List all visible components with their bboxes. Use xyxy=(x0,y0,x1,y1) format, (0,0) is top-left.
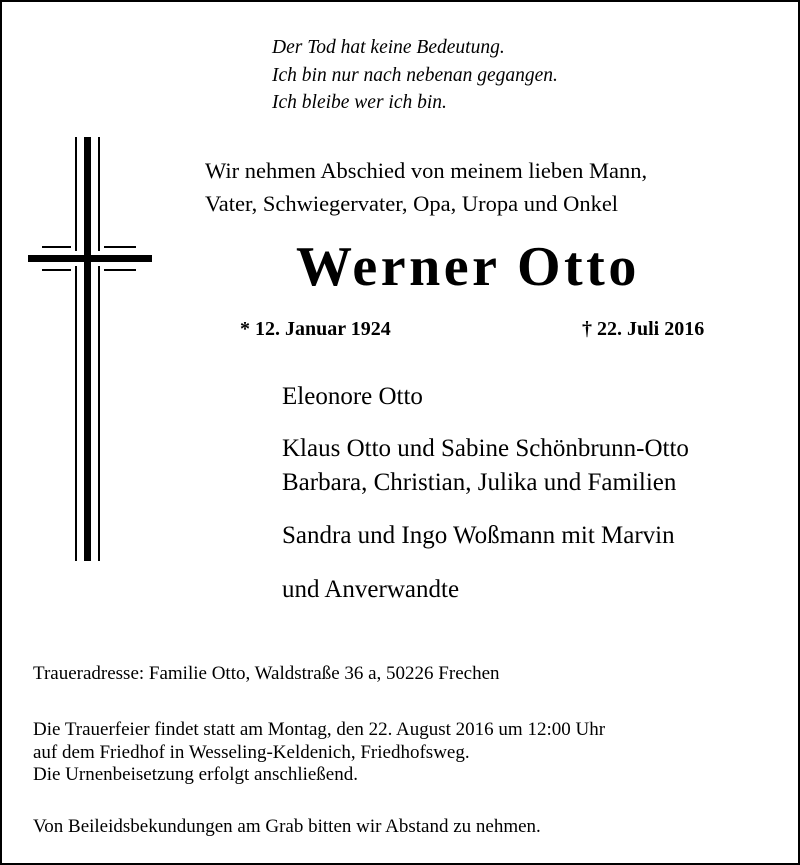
mourner-line: und Anverwandte xyxy=(282,576,460,603)
mourner-line: Sandra und Ingo Woßmann mit Marvin xyxy=(282,522,675,549)
quote-line: Ich bin nur nach nebenan gegangen. xyxy=(272,64,558,86)
deceased-name: Werner Otto xyxy=(296,236,640,298)
service-line: Die Trauerfeier findet statt am Montag, den 22. August 2016 um 12:00 Uhr xyxy=(33,719,606,740)
mourner-line: Klaus Otto und Sabine Schönbrunn-Otto xyxy=(282,435,689,462)
farewell-intro xyxy=(205,154,647,220)
quote-line: Ich bleibe wer ich bin. xyxy=(272,92,447,113)
birth-date: * 12. Januar 1924 xyxy=(240,318,391,340)
quote-line: Der Tod hat keine Bedeutung. xyxy=(272,37,505,58)
mourner-line: Barbara, Christian, Julika und Familien xyxy=(282,469,677,496)
intro-line: Wir nehmen Abschied von meinem lieben Mann, xyxy=(205,158,648,183)
service-line: Die Urnenbeisetzung erfolgt anschließend. xyxy=(33,764,358,785)
intro-line: Vater, Schwiegervater, Opa, Uropa und Onkel xyxy=(205,191,619,216)
funeral-service-info xyxy=(33,719,605,787)
mourning-address: Traueradresse: Familie Otto, Waldstraße 36 a, 50226 Frechen xyxy=(33,663,500,684)
death-date: † 22. Juli 2016 xyxy=(582,318,705,340)
cross-icon xyxy=(28,137,152,561)
service-line: auf dem Friedhof in Wesseling-Keldenich, Friedhofsweg. xyxy=(33,741,470,763)
closing-note: Von Beileidsbekundungen am Grab bitten wir Abstand zu nehmen. xyxy=(33,816,541,837)
opening-quote xyxy=(272,34,558,117)
mourner-line: Eleonore Otto xyxy=(282,383,423,410)
